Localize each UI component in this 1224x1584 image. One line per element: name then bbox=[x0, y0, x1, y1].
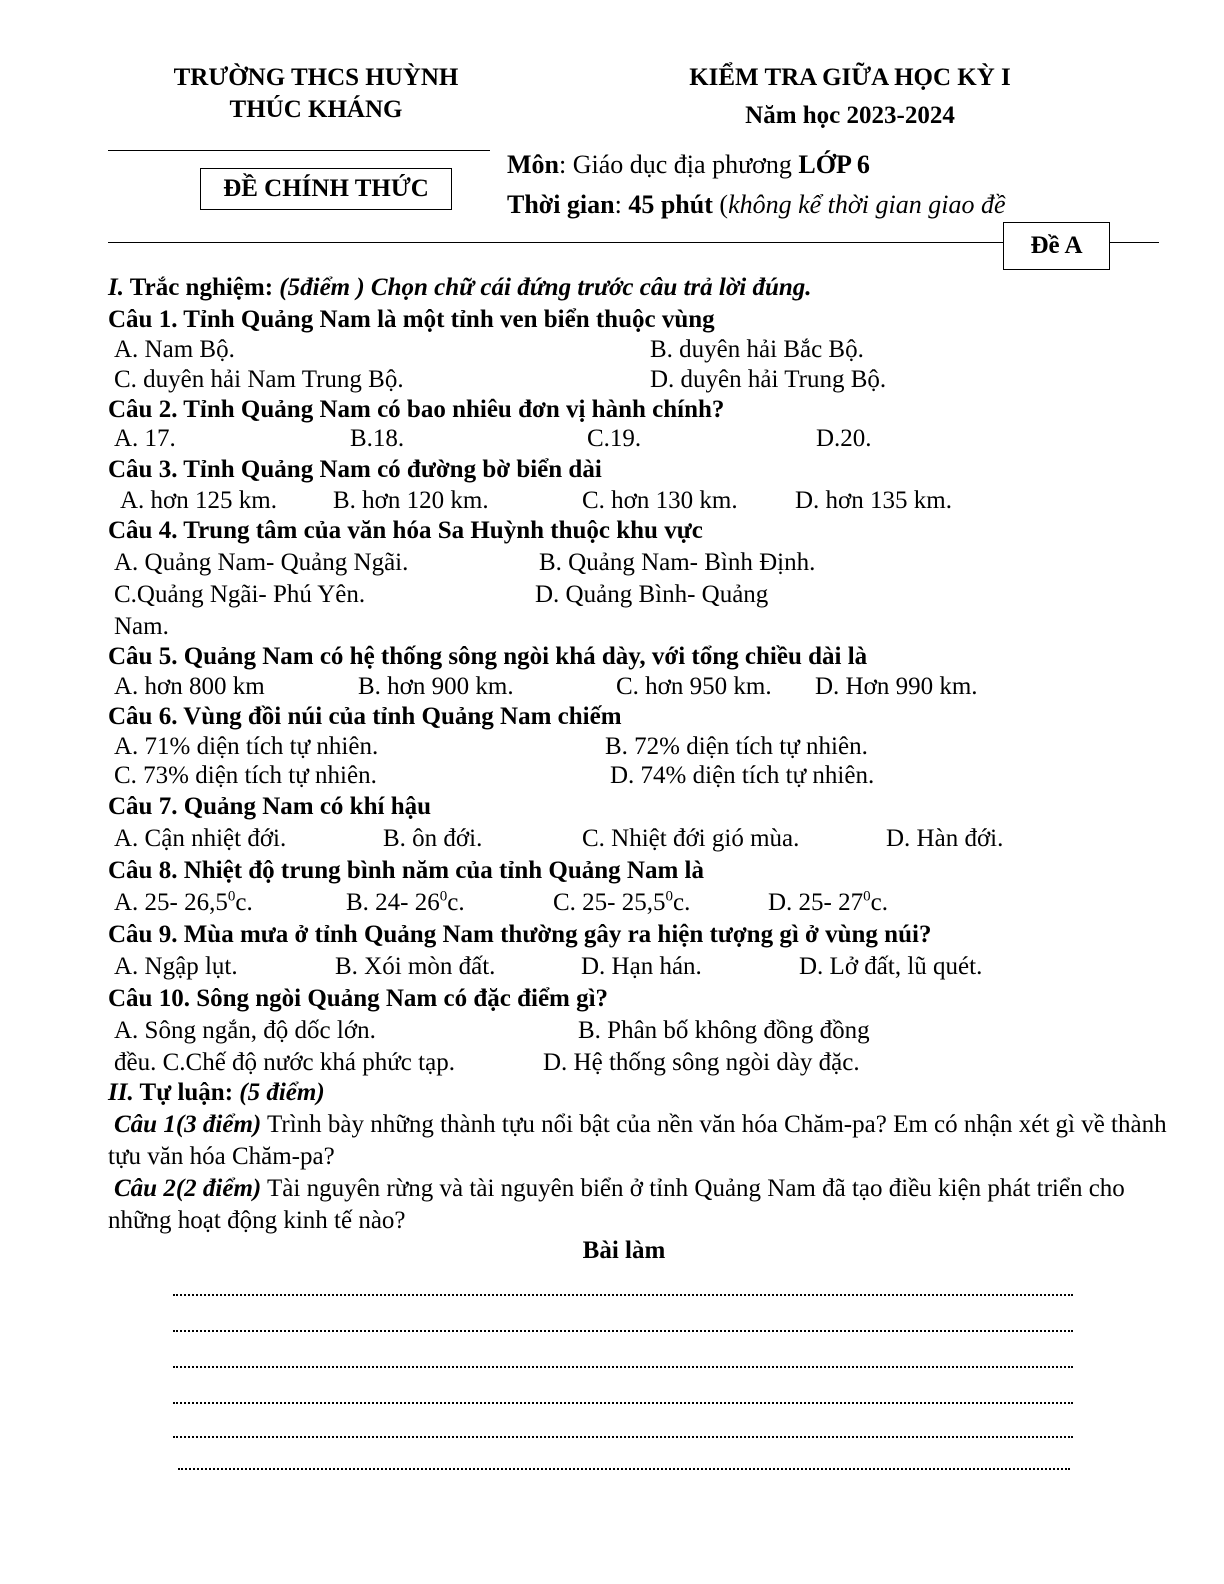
q8-option-a-unit: c. bbox=[235, 889, 253, 916]
q3-option-a: A. hơn 125 km. bbox=[120, 487, 277, 514]
q8-option-b bbox=[346, 889, 465, 917]
time-value: 45 phút bbox=[628, 190, 713, 219]
grade-label: LỚP 6 bbox=[798, 150, 870, 179]
q8-option-a bbox=[114, 889, 253, 917]
q9-option-d: D. Lở đất, lũ quét. bbox=[799, 953, 983, 980]
q1-option-c: C. duyên hải Nam Trung Bộ. bbox=[114, 366, 404, 393]
q8-option-d bbox=[768, 889, 888, 917]
essay-question-2 bbox=[108, 1173, 1148, 1237]
q5-option-a: A. hơn 800 km bbox=[114, 673, 265, 700]
q5-option-c: C. hơn 950 km. bbox=[616, 673, 772, 700]
question-8: Câu 8. Nhiệt độ trung bình năm của tỉnh Quảng Nam là bbox=[108, 857, 704, 884]
answer-line[interactable] bbox=[173, 1436, 1073, 1438]
q2-option-b: B.18. bbox=[350, 425, 405, 452]
official-exam-label: ĐỀ CHÍNH THỨC bbox=[223, 175, 429, 202]
q6-option-b: B. 72% diện tích tự nhiên. bbox=[605, 733, 868, 760]
q8-option-d-unit: c. bbox=[870, 889, 888, 916]
question-3: Câu 3. Tỉnh Quảng Nam có đường bờ biển dài bbox=[108, 456, 602, 483]
q1-option-b: B. duyên hải Bắc Bộ. bbox=[650, 336, 864, 363]
question-6: Câu 6. Vùng đồi núi của tỉnh Quảng Nam chiếm bbox=[108, 703, 622, 730]
q4-option-a: A. Quảng Nam- Quảng Ngãi. bbox=[114, 549, 409, 576]
q7-option-b: B. ôn đới. bbox=[383, 825, 483, 852]
subject-value: : Giáo dục địa phương bbox=[559, 150, 799, 179]
q8-option-c bbox=[553, 889, 690, 917]
exam-code: Đề A bbox=[1030, 232, 1083, 259]
q1-option-a: A. Nam Bộ. bbox=[114, 336, 235, 363]
part1-roman: I. bbox=[108, 274, 124, 301]
essay-question-1 bbox=[108, 1109, 1188, 1173]
part1-heading bbox=[108, 274, 812, 302]
q4-option-d: D. Quảng Bình- Quảng bbox=[535, 581, 769, 608]
question-1: Câu 1. Tỉnh Quảng Nam là một tỉnh ven biển thuộc vùng bbox=[108, 306, 715, 333]
section-divider-right bbox=[1109, 242, 1159, 243]
q6-option-c: C. 73% diện tích tự nhiên. bbox=[114, 762, 377, 789]
q8-option-b-text: B. 24- 26 bbox=[346, 889, 440, 916]
school-name-line1: TRƯỜNG THCS HUỲNH bbox=[173, 64, 459, 91]
school-name bbox=[120, 62, 512, 126]
answer-heading: Bài làm bbox=[582, 1237, 666, 1264]
q8-option-b-degree: 0 bbox=[439, 888, 448, 905]
school-year: Năm học 2023-2024 bbox=[745, 102, 955, 129]
subject-label: Môn bbox=[507, 150, 559, 179]
q4-option-d-continued: Nam. bbox=[114, 613, 169, 640]
part2-roman: II. bbox=[108, 1079, 134, 1106]
q7-option-d: D. Hàn đới. bbox=[886, 825, 1004, 852]
essay-q1-label: Câu 1(3 điểm) bbox=[114, 1111, 262, 1138]
exam-title: KIỂM TRA GIỮA HỌC KỲ I bbox=[689, 64, 1011, 91]
answer-line[interactable] bbox=[173, 1366, 1073, 1368]
time-label: Thời gian bbox=[507, 190, 615, 219]
q4-option-b: B. Quảng Nam- Bình Định. bbox=[539, 549, 816, 576]
q8-option-b-unit: c. bbox=[447, 889, 465, 916]
q8-option-d-degree: 0 bbox=[863, 888, 871, 905]
header-divider bbox=[108, 150, 490, 151]
q7-option-a: A. Cận nhiệt đới. bbox=[114, 825, 287, 852]
q9-option-c: D. Hạn hán. bbox=[581, 953, 702, 980]
school-name-line2: THÚC KHÁNG bbox=[229, 96, 403, 123]
subject-line bbox=[507, 150, 870, 180]
answer-line[interactable] bbox=[178, 1468, 1070, 1470]
q10-option-d: D. Hệ thống sông ngòi dày đặc. bbox=[543, 1049, 860, 1076]
q2-option-a: A. 17. bbox=[114, 425, 176, 452]
q8-option-c-text: C. 25- 25,5 bbox=[553, 889, 666, 916]
time-note-open: ( bbox=[712, 190, 729, 219]
question-7: Câu 7. Quảng Nam có khí hậu bbox=[108, 793, 431, 820]
essay-q2-label: Câu 2(2 điểm) bbox=[114, 1175, 262, 1202]
question-9: Câu 9. Mùa mưa ở tỉnh Quảng Nam thường gây ra hiện tượng gì ở vùng núi? bbox=[108, 921, 932, 948]
q5-option-b: B. hơn 900 km. bbox=[358, 673, 514, 700]
q6-option-a: A. 71% diện tích tự nhiên. bbox=[114, 733, 379, 760]
q8-option-a-degree: 0 bbox=[227, 888, 236, 905]
q3-option-c: C. hơn 130 km. bbox=[582, 487, 738, 514]
part2-heading bbox=[108, 1079, 325, 1107]
section-divider bbox=[108, 242, 1003, 243]
time-sep: : bbox=[614, 190, 629, 219]
question-4: Câu 4. Trung tâm của văn hóa Sa Huỳnh thuộc khu vực bbox=[108, 517, 703, 544]
essay-q1-text: Trình bày những thành tựu nổi bật của nền văn hóa Chăm-pa? Em có nhận xét gì về thành tựu văn hóa Chăm-pa? bbox=[108, 1111, 1167, 1170]
q2-option-c: C.19. bbox=[587, 425, 642, 452]
answer-line[interactable] bbox=[173, 1402, 1073, 1404]
q10-option-a: A. Sông ngắn, độ dốc lớn. bbox=[114, 1017, 376, 1044]
essay-q2-text: Tài nguyên rừng và tài nguyên biển ở tỉnh Quảng Nam đã tạo điều kiện phát triển cho những hoạt động kinh tế nào? bbox=[108, 1175, 1125, 1234]
time-note: không kể thời gian giao đề bbox=[728, 190, 1006, 219]
q2-option-d: D.20. bbox=[816, 425, 872, 452]
q7-option-c: C. Nhiệt đới gió mùa. bbox=[582, 825, 800, 852]
part2-title: Tự luận: bbox=[133, 1079, 240, 1106]
exam-heading bbox=[620, 62, 1080, 132]
answer-line[interactable] bbox=[173, 1330, 1073, 1332]
q3-option-b: B. hơn 120 km. bbox=[333, 487, 489, 514]
q8-option-d-text: D. 25- 27 bbox=[768, 889, 864, 916]
time-line bbox=[507, 190, 1006, 220]
part1-title: Trắc nghiệm: bbox=[123, 274, 280, 301]
part1-instruction: (5điểm ) Chọn chữ cái đứng trước câu trả lời đúng. bbox=[279, 274, 812, 301]
q10-option-b: B. Phân bố không đồng đồng bbox=[578, 1017, 870, 1044]
q1-option-d: D. duyên hải Trung Bộ. bbox=[650, 366, 887, 393]
q8-option-c-unit: c. bbox=[673, 889, 691, 916]
answer-line[interactable] bbox=[173, 1294, 1073, 1296]
part2-points: (5 điểm) bbox=[239, 1079, 325, 1106]
question-10: Câu 10. Sông ngòi Quảng Nam có đặc điểm gì? bbox=[108, 985, 609, 1012]
official-exam-box bbox=[200, 168, 452, 210]
q10-option-c: đều. C.Chế độ nước khá phức tạp. bbox=[114, 1049, 455, 1076]
question-2: Câu 2. Tỉnh Quảng Nam có bao nhiêu đơn vị hành chính? bbox=[108, 396, 725, 423]
question-5: Câu 5. Quảng Nam có hệ thống sông ngòi khá dày, với tổng chiều dài là bbox=[108, 643, 868, 670]
q9-option-a: A. Ngập lụt. bbox=[114, 953, 238, 980]
q6-option-d: D. 74% diện tích tự nhiên. bbox=[610, 762, 875, 789]
q4-option-c: C.Quảng Ngãi- Phú Yên. bbox=[114, 581, 366, 608]
q9-option-b: B. Xói mòn đất. bbox=[335, 953, 496, 980]
exam-code-box bbox=[1003, 222, 1110, 270]
q8-option-c-degree: 0 bbox=[665, 888, 673, 905]
q8-option-a-text: A. 25- 26,5 bbox=[114, 889, 228, 916]
q5-option-d: D. Hơn 990 km. bbox=[815, 673, 978, 700]
q3-option-d: D. hơn 135 km. bbox=[795, 487, 952, 514]
